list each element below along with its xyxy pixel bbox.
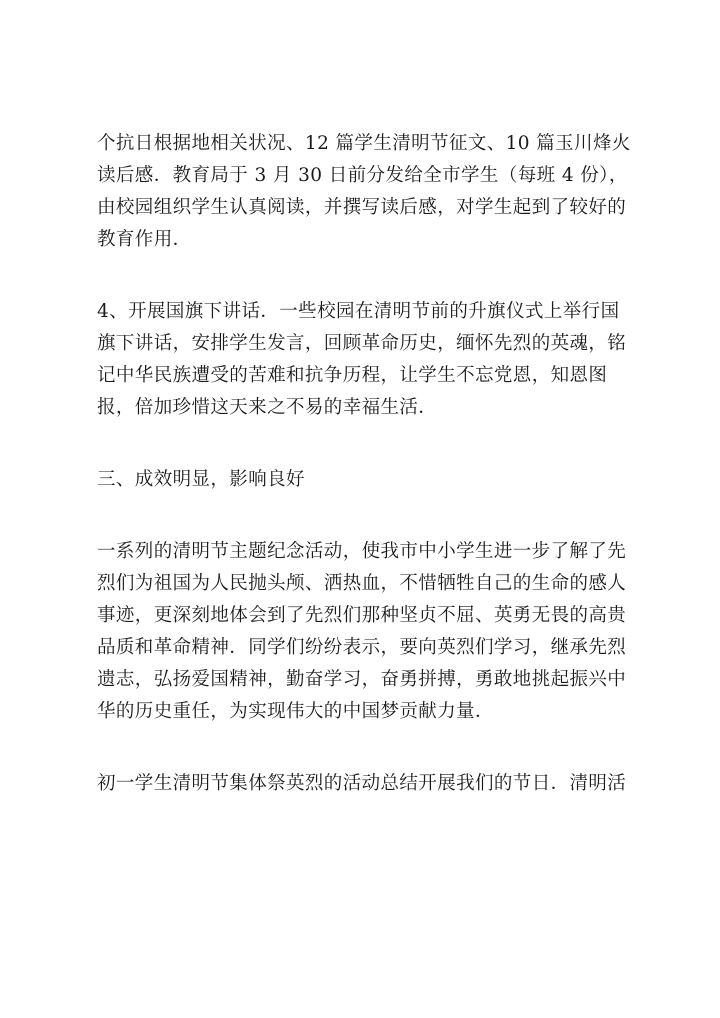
text-line: 报，倍加珍惜这天来之不易的幸福生活．: [97, 397, 438, 418]
document-page: [97, 128, 637, 800]
paragraph-summary-title: [97, 768, 637, 800]
paragraph-flag-speech: [97, 296, 637, 424]
paragraph-gap: [97, 728, 637, 768]
text-line: 事迹，更深刻地体会到了先烈们那种坚贞不屈、英勇无畏的高贵: [97, 605, 627, 626]
text-line: 烈们为祖国为人民抛头颅、洒热血，不惜牺牲自己的生命的感人: [97, 573, 627, 594]
text-line: 旗下讲话，安排学生发言，回顾革命历史，缅怀先烈的英魂，铭: [97, 333, 627, 354]
text-line: 遗志，弘扬爱国精神，勤奋学习，奋勇拼搏，勇敢地挑起振兴中: [97, 669, 627, 690]
text-line: 由校园组织学生认真阅读，并撰写读后感，对学生起到了较好的: [97, 197, 627, 218]
section-heading-text: 三、成效明显，影响良好: [97, 469, 305, 490]
text-line: 品质和革命精神．同学们纷纷表示，要向英烈们学习，继承先烈: [97, 637, 627, 658]
text-line: 教育作用．: [97, 229, 192, 250]
section-heading: [97, 464, 637, 496]
text-line: 记中华民族遭受的苦难和抗争历程，让学生不忘党恩，知恩图: [97, 365, 608, 386]
text-line: 华的历史重任，为实现伟大的中国梦贡献力量．: [97, 701, 494, 722]
paragraph-reading-materials: [97, 128, 637, 256]
paragraph-gap: [97, 496, 637, 536]
paragraph-gap: [97, 424, 637, 464]
paragraph-gap: [97, 256, 637, 296]
text-line: 4、开展国旗下讲话．一些校园在清明节前的升旗仪式上举行国: [97, 301, 620, 322]
text-line: 一系列的清明节主题纪念活动，使我市中小学生进一步了解了先: [97, 541, 627, 562]
paragraph-results: [97, 536, 637, 728]
text-line: 个抗日根据地相关状况、12 篇学生清明节征文、10 篇玉川烽火: [97, 133, 631, 154]
text-line: 初一学生清明节集体祭英烈的活动总结开展我们的节日．清明活: [97, 773, 627, 794]
text-line: 读后感．教育局于 3 月 30 日前分发给全市学生（每班 4 份），: [97, 165, 628, 186]
